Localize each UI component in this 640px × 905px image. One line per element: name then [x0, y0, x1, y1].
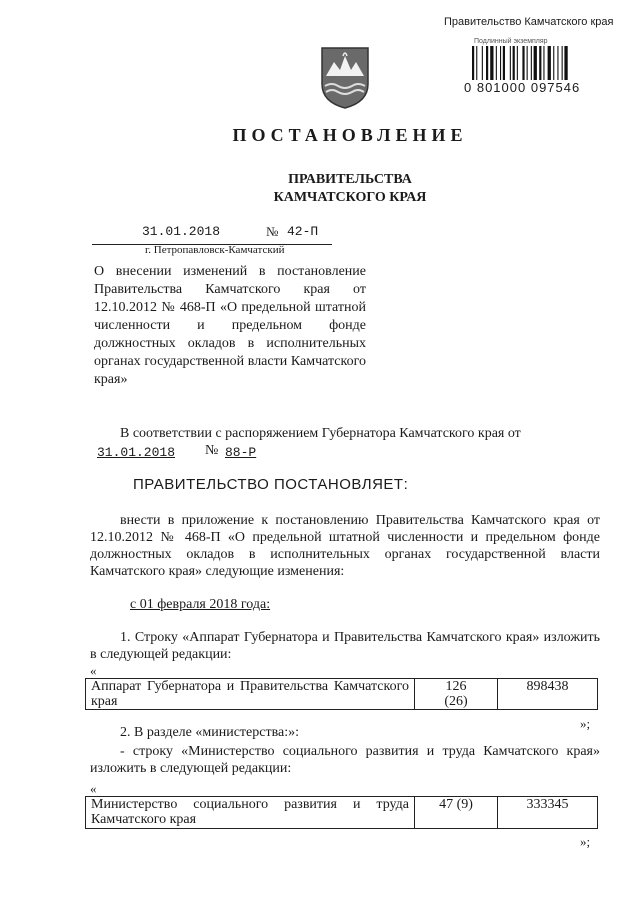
table1-open-quote: «: [90, 663, 97, 678]
document-date: 31.01.2018: [142, 224, 221, 239]
barcode-bar: [490, 46, 493, 80]
barcode-bar: [564, 46, 567, 80]
barcode-caption: Подлинный экземпляр: [474, 38, 548, 45]
barcode-bar: [557, 46, 558, 80]
table-row: [86, 679, 598, 710]
table1-count-main: 126: [445, 679, 467, 694]
table1-count-sub: (26): [444, 694, 468, 709]
barcode-bar: [517, 46, 518, 80]
barcode-bar: [476, 46, 477, 80]
basis-date: 31.01.2018: [97, 445, 176, 460]
table1-count: [415, 679, 498, 710]
barcode-number: 0 801000 097546: [464, 80, 581, 95]
barcode-bar: [522, 46, 524, 80]
decree-heading: ПРАВИТЕЛЬСТВО ПОСТАНОВЛЯЕТ:: [133, 476, 409, 493]
barcode-bar: [531, 46, 532, 80]
table1-close-quote: »;: [580, 716, 591, 731]
table2-close-quote: »;: [580, 834, 591, 849]
document-number-sign: №: [266, 224, 279, 239]
barcode-bar: [513, 46, 515, 80]
table2-open-quote: «: [90, 781, 97, 796]
barcode-bar: [527, 46, 528, 80]
barcode-bar: [548, 46, 551, 80]
coat-of-arms-icon: [318, 44, 372, 110]
table-row: [86, 797, 598, 829]
barcode-bar: [500, 46, 501, 80]
barcode-bar: [539, 46, 541, 80]
effective-date: с 01 февраля 2018 года:: [130, 597, 271, 612]
barcode-bar: [510, 46, 511, 80]
header-org-name: Правительство Камчатского края: [444, 16, 614, 28]
table1-fund: 898438: [498, 679, 598, 710]
table2-count: 47 (9): [415, 797, 498, 829]
barcode-bar: [543, 46, 544, 80]
barcode-bar: [553, 46, 554, 80]
item1-text: 1. Строку «Аппарат Губернатора и Правительства Камчатского края» изложить в следующей редакции:: [90, 630, 600, 662]
basis-number: 88-Р: [225, 445, 257, 460]
barcode-bar: [486, 46, 488, 80]
basis-text: В соответствии с распоряжением Губернатора Камчатского края от: [120, 426, 521, 441]
staffing-table-1: [85, 678, 598, 710]
barcode-bar: [482, 46, 483, 80]
table2-name: Министерство социального развития и труда Камчатского края: [86, 797, 415, 829]
government-name-line2: КАМЧАТСКОГО КРАЯ: [273, 190, 427, 205]
document-subject: О внесении изменений в постановление Правительства Камчатского края от 12.10.2012 № 468-П «О предельной штатной численности и предельном фонде должностных окладов в исполнительных органах государственной власти Камчатского края»: [94, 264, 366, 387]
changes-text: внести в приложение к постановлению Правительства Камчатского края от 12.10.2012 № 468-П «О предельной штатной численности и предельном фонде должностных окладов в исполнительных органах государственной власти Камчатского края» следующие изменения:: [90, 513, 600, 579]
barcode-bar: [496, 46, 497, 80]
barcode-bar: [503, 46, 505, 80]
barcode-bar: [562, 46, 563, 80]
staffing-table-2: [85, 796, 598, 829]
document-number: 42-П: [287, 224, 319, 239]
table2-fund: 333345: [498, 797, 598, 829]
government-name-line1: ПРАВИТЕЛЬСТВА: [288, 172, 412, 187]
basis-number-sign: №: [205, 443, 219, 458]
barcode-bar: [534, 46, 537, 80]
document-city: г. Петропавловск-Камчатский: [145, 244, 285, 256]
barcode-bar: [472, 46, 474, 80]
item2-sub-text: - строку «Министерство социального развития и труда Камчатского края» изложить в следующей редакции:: [90, 744, 600, 776]
item2-text: 2. В разделе «министерства:»:: [120, 725, 299, 740]
document-title: ПОСТАНОВЛЕНИЕ: [232, 125, 468, 145]
table1-name: Аппарат Губернатора и Правительства Камчатского края: [86, 679, 415, 710]
